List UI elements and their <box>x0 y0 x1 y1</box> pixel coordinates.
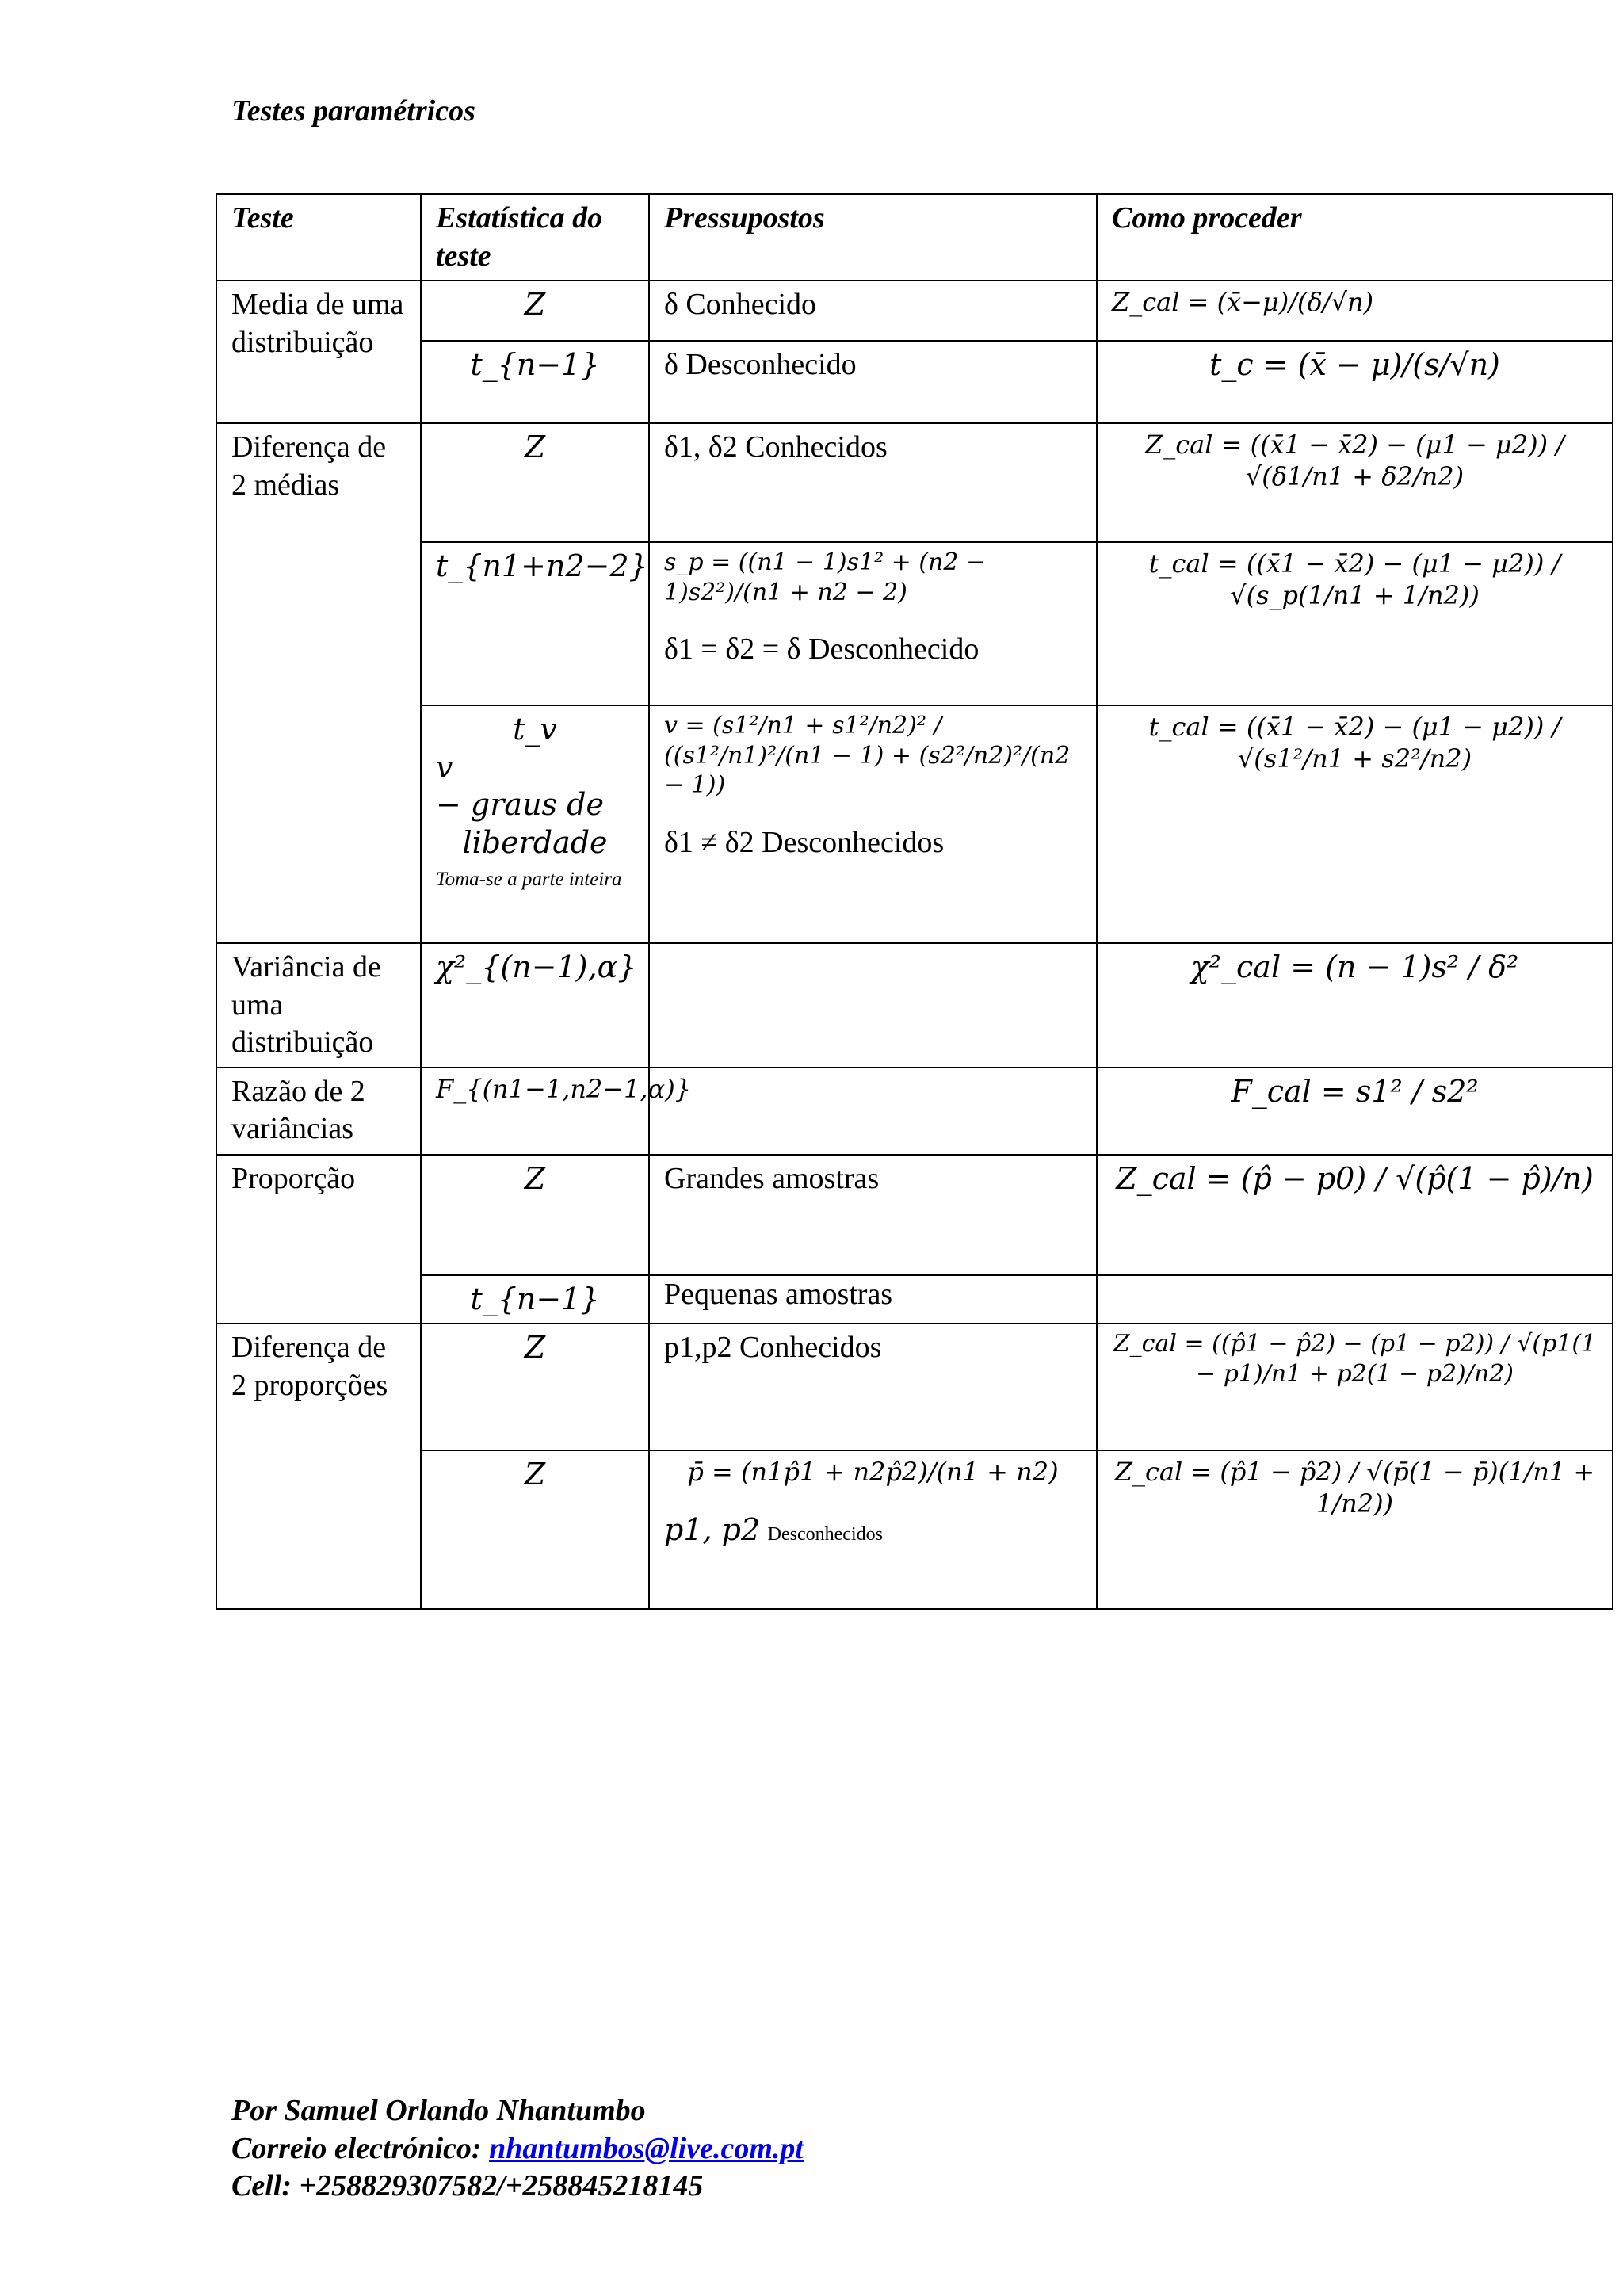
formula-cell: t_cal = ((x̄1 − x̄2) − (μ1 − μ2)) / √(s1²/n1 + s2²/n2) <box>1097 705 1613 943</box>
stat-cell: Z <box>421 1155 649 1275</box>
stat-cell: t_{n1+n2−2} <box>421 542 649 705</box>
formula-cell: Z_cal = (p̂ − p0) / √(p̂(1 − p̂)/n) <box>1097 1155 1613 1275</box>
test-name: Diferença de 2 proporções <box>216 1324 421 1609</box>
table-row <box>216 1450 1613 1609</box>
table-row <box>216 423 1613 542</box>
stat-cell <box>421 705 649 943</box>
formula-cell: F_cal = s1² / s2² <box>1097 1068 1613 1155</box>
assumption-cell: Pequenas amostras <box>649 1275 1097 1324</box>
stat-cell: Z <box>421 423 649 542</box>
test-name: Razão de 2 variâncias <box>216 1068 421 1155</box>
header-estatistica: Estatística do teste <box>421 194 649 281</box>
stat-cell: Z <box>421 281 649 341</box>
assumption-cell: δ Conhecido <box>649 281 1097 341</box>
formula-cell: Z_cal = (x̄−μ)/(δ/√n) <box>1097 281 1613 341</box>
assumption-cell <box>649 1450 1097 1609</box>
formula-cell: Z_cal = ((p̂1 − p̂2) − (p1 − p2)) / √(p1(1 − p1)/n1 + p2(1 − p2)/n2) <box>1097 1324 1613 1450</box>
assumption-cell: δ1, δ2 Conhecidos <box>649 423 1097 542</box>
pooled-sd-formula: s_p = ((n1 − 1)s1² + (n2 − 1)s2²)/(n1 + n2 − 2) <box>664 548 987 606</box>
assumption-cell <box>649 1068 1097 1155</box>
header-pressupostos: Pressupostos <box>649 194 1097 281</box>
header-como-proceder: Como proceder <box>1097 194 1613 281</box>
page-title: Testes paramétricos <box>231 94 475 128</box>
test-name: Variância de uma distribuição <box>216 943 421 1068</box>
test-name: Diferença de 2 médias <box>216 423 421 943</box>
stat-cell: F_{(n1−1,n2−1,α)} <box>421 1068 649 1155</box>
pooled-proportion-formula: p̄ = (n1p̂1 + n2p̂2)/(n1 + n2) <box>687 1457 1059 1487</box>
assumption-cell <box>649 705 1097 943</box>
formula-cell: Z_cal = (p̂1 − p̂2) / √(p̄(1 − p̄)(1/n1 + 1/n2)) <box>1097 1450 1613 1609</box>
stat-cell: t_{n−1} <box>421 341 649 423</box>
table-row <box>216 1068 1613 1155</box>
stat-note-liberdade: liberdade <box>462 824 608 860</box>
assumption-small: Desconhecidos <box>767 1524 883 1545</box>
test-name: Proporção <box>216 1155 421 1324</box>
assumption-cell: δ Desconhecido <box>649 341 1097 423</box>
footer-email-line <box>231 2130 804 2168</box>
table-row <box>216 1324 1613 1450</box>
formula-cell: χ²_cal = (n − 1)s² / δ² <box>1097 943 1613 1068</box>
table-row <box>216 1155 1613 1275</box>
assumption-cell: Grandes amostras <box>649 1155 1097 1275</box>
formula-cell <box>1097 1275 1613 1324</box>
assumption-text: p1, p2 <box>664 1512 761 1547</box>
test-name: Media de uma distribuição <box>216 281 421 423</box>
footer <box>231 2092 804 2206</box>
table-row <box>216 1275 1613 1324</box>
formula-cell: t_c = (x̄ − μ)/(s/√n) <box>1097 341 1613 423</box>
table-row <box>216 542 1613 705</box>
table-row <box>216 705 1613 943</box>
degrees-freedom-formula: v = (s1²/n1 + s1²/n2)² / ((s1²/n1)²/(n1 − 1) + (s2²/n2)²/(n2 − 1)) <box>664 712 1071 799</box>
assumption-cell: p1,p2 Conhecidos <box>649 1324 1097 1450</box>
table-row <box>216 281 1613 341</box>
assumption-cell <box>649 943 1097 1068</box>
stat-symbol: t_v <box>513 712 557 747</box>
table-row <box>216 943 1613 1068</box>
assumption-text: δ1 ≠ δ2 Desconhecidos <box>664 825 945 859</box>
table-row <box>216 341 1613 423</box>
footer-email-label: Correio electrónico: <box>231 2131 482 2165</box>
email-link[interactable]: nhantumbos@live.com.pt <box>489 2131 804 2165</box>
assumption-text: δ1 = δ2 = δ Desconhecido <box>664 632 980 666</box>
footer-cell: Cell: +258829307582/+258845218145 <box>231 2169 704 2202</box>
stat-cell: t_{n−1} <box>421 1275 649 1324</box>
footer-author: Por Samuel Orlando Nhantumbo <box>231 2094 646 2127</box>
formula-cell: t_cal = ((x̄1 − x̄2) − (μ1 − μ2)) / √(s_p(1/n1 + 1/n2)) <box>1097 542 1613 705</box>
formula-cell: Z_cal = ((x̄1 − x̄2) − (μ1 − μ2)) / √(δ1/n1 + δ2/n2) <box>1097 423 1613 542</box>
stat-cell: χ²_{(n−1),α} <box>421 943 649 1068</box>
header-teste: Teste <box>216 194 421 281</box>
parametric-tests-table <box>216 193 1613 1610</box>
stat-note-graus: − graus de <box>436 787 604 822</box>
table-header-row <box>216 194 1613 281</box>
stat-small-note: Toma-se a parte inteira <box>436 869 622 890</box>
stat-note-v: v <box>436 749 453 785</box>
stat-cell: Z <box>421 1450 649 1609</box>
stat-cell: Z <box>421 1324 649 1450</box>
assumption-cell <box>649 542 1097 705</box>
